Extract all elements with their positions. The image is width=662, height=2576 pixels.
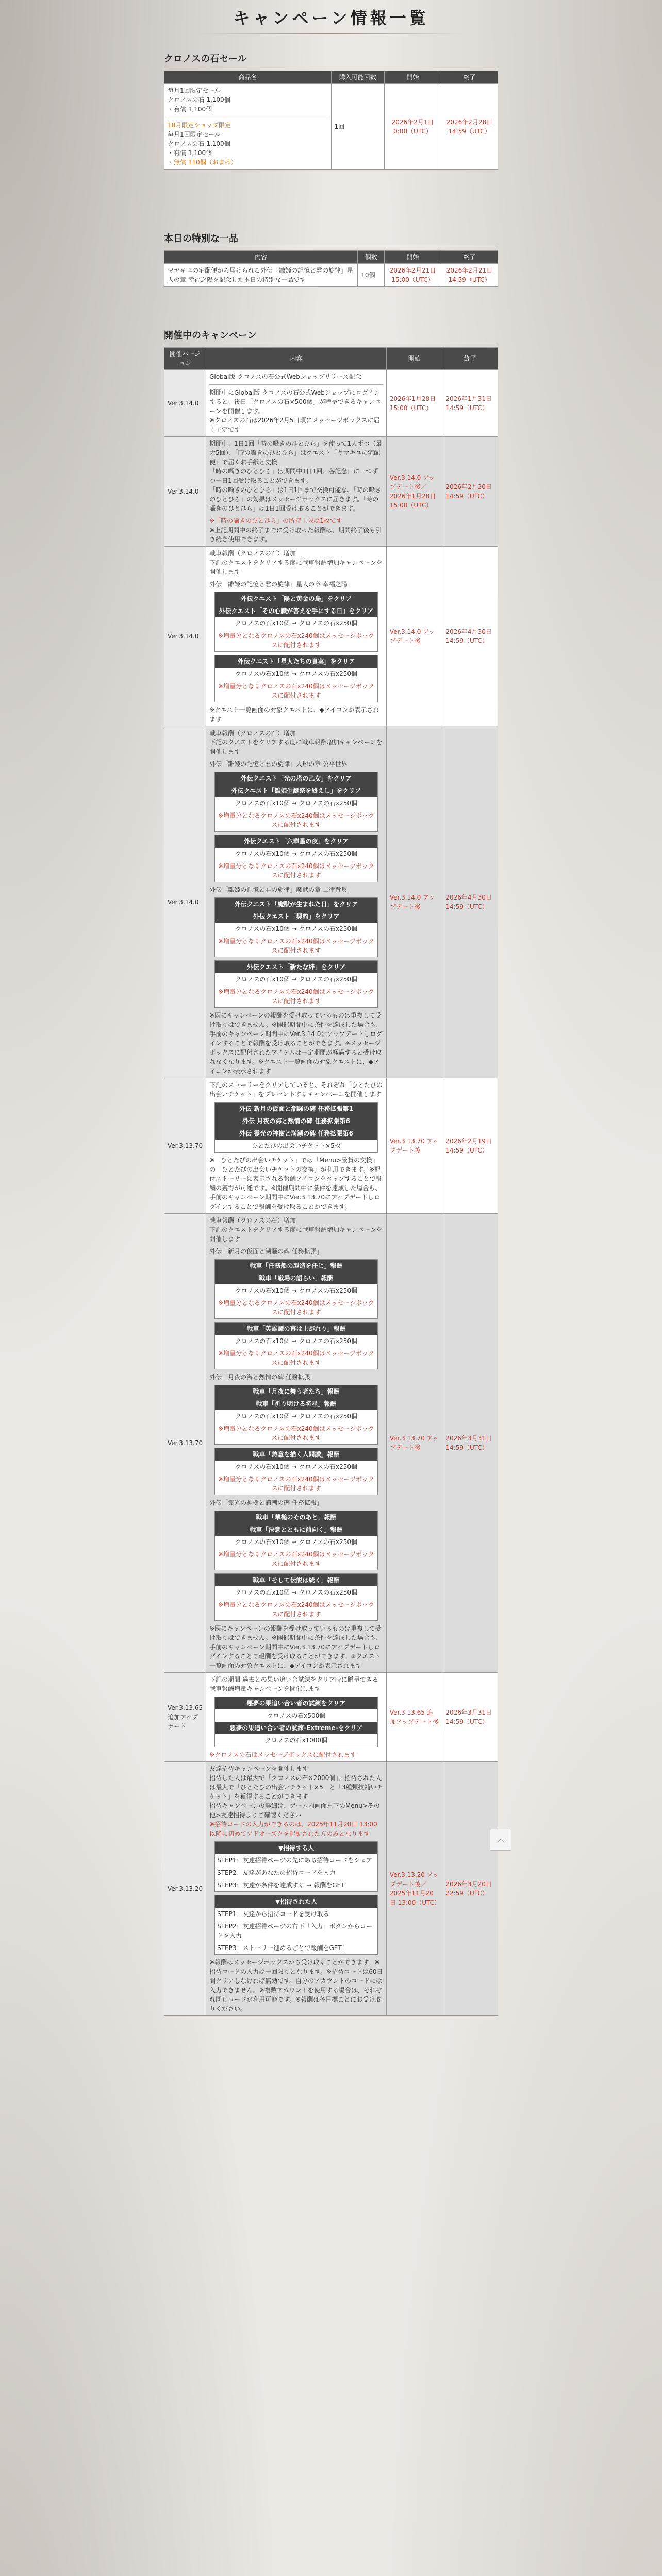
- campaign-row: [164, 437, 498, 547]
- col-header-start: 開始: [385, 251, 441, 264]
- campaign-end: 2026年4月30日 14:59（UTC）: [442, 726, 498, 1078]
- campaign-version: Ver.3.14.0: [164, 370, 206, 437]
- quest-box: 外伝クエスト「六華星の夜」をクリア クロノスの石x10個 → クロノスの石x250個 ※増量分となるクロノスの石x240個はメッセージボックスに配付されます: [214, 835, 378, 882]
- campaign-table: [164, 347, 498, 2016]
- section-heading-campaigns: 開催中のキャンペーン: [164, 328, 498, 344]
- col-header-qty: 個数: [358, 251, 385, 264]
- campaign-content: 下記の期間 過去との果い追い合試練をクリア時に贈呈できる戦車報酬増量キャンペーンを開催します 悪夢の果追い合い者の試練をクリア クロノスの石x500個 悪夢の果追い合い者の試練-Extreme-をクリア クロノスの石x1000個 ※クロノスの石はメッセージボックスに配付されます: [206, 1673, 387, 1762]
- quest-box: 外伝クエスト「新たな絆」をクリア クロノスの石x10個 → クロノスの石x250個 ※増量分となるクロノスの石x240個はメッセージボックスに配付されます: [214, 960, 378, 1008]
- campaign-start: Ver.3.13.65 追加アップデート後: [386, 1673, 442, 1762]
- campaign-end: 2026年2月19日 14:59（UTC）: [442, 1078, 498, 1214]
- trial-box: 悪夢の果追い合い者の試練をクリア クロノスの石x500個 悪夢の果追い合い者の試練-Extreme-をクリア クロノスの石x1000個: [214, 1697, 378, 1747]
- campaign-version: Ver.3.14.0: [164, 726, 206, 1078]
- campaign-content: 友達招待キャンペーンを開催します 招待した人は最大で「クロノスの石×2000個」、招待された人は最大で「ひとたびの出会いチケット×5」と「3種類技補いチケット」を獲得することができます 招待キャンペーンの詳細は、ゲーム内画面左下のMenu>その他>友達招待よりご確認ください ※招待コードの入力ができるのは、2025年11月20日 13:00以降に初めてアドオーズクを起動された方のみとなります ▼招待する人 STEP1：友達招待ページの先にある招待コードをシェア STEP2：友達があなたの招待コードを入力 STEP3：友達が条件を達成する → 報酬をGET！ ▼招待された人 STEP1：友達から招待コードを受け取る STEP2：友達招待ページの右下「入力」ボタンからコードを入力 STEP3：ストーリー進めるごとで報酬をGET！ ※報酬はメッセージボックスから受け取ることができます。※招待コードの入力は一回限りとなります。※招待コードは60日間クリアしなければ無効です。自分のアカウントのコードには入力できません。※複数アカウントを使用する場合は、それぞれ同じコードが利用可能です。※報酬は各目標ごとにお受け取りください。: [206, 1762, 387, 2016]
- campaign-version: Ver.3.13.70: [164, 1214, 206, 1673]
- product-1: 毎月1回限定セール クロノスの石 1,100個 ・有償 1,100個: [168, 87, 230, 113]
- campaign-row: [164, 1673, 498, 1762]
- col-header-end: 終了: [441, 251, 498, 264]
- campaign-row: [164, 1762, 498, 2016]
- col-header-end: 終了: [441, 71, 498, 84]
- quest-box: 戦車「華槌のそのあと」報酬 戦車「決意とともに前向く」報酬 クロノスの石x10個 → クロノスの石x250個 ※増量分となるクロノスの石x240個はメッセージボックスに配付されます: [214, 1511, 378, 1570]
- campaign-row: [164, 1078, 498, 1214]
- special-item-qty: 10個: [358, 264, 385, 287]
- col-header-count: 購入可能回数: [331, 71, 385, 84]
- product-2: 10月限定ショップ限定 毎月1回限定セール クロノスの石 1,100個 ・有償 1,100個 ・無償 110個（おまけ）: [168, 122, 237, 166]
- main-content: [164, 52, 498, 2016]
- campaign-content: 戦車報酬（クロノスの石）増加 下記のクエストをクリアする度に戦車報酬増加キャンペーンを開催します 外伝「雛姫の記憶と君の旋律」人形の章 公平世界 外伝クエスト「光の塔の乙女」をクリア 外伝クエスト「雛姫生誕祭を終えし」をクリア クロノスの石x10個 → クロノスの石x250個 ※増量分となるクロノスの石x240個はメッセージボックスに配付されます 外伝クエスト「六華星の夜」をクリア クロノスの石x10個 → クロノスの石x250個 ※増量分となるクロノスの石x240個はメッセージボックスに配付されます 外伝「雛姫の記憶と君の旋律」魔獣の章 二律背反 外伝クエスト「魔獣が生まれた日」をクリア 外伝クエスト「契約」をクリア クロノスの石x10個 → クロノスの石x250個 ※増量分となるクロノスの石x240個はメッセージボックスに配付されます 外伝クエスト「新たな絆」をクリア クロノスの石x10個 → クロノスの石x250個 ※増量分となるクロノスの石x240個はメッセージボックスに配付されます ※既にキャンペーンの報酬を受け取っているものは重複して受け取りはできません。※開催期間中に条件を達成した場合も、手前のキャンペーン期間中にVer.3.14.0にアップデートしログインすることで報酬を受け取ることができます。※メッセージボックスに配付されたアイテムは一定期間が経過すると受け取れなくなります。※クエスト一覧画面の対象クエストに、◆アイコンが表示されます: [206, 726, 387, 1078]
- invite-box: ▼招待する人 STEP1：友達招待ページの先にある招待コードをシェア STEP2：友達があなたの招待コードを入力 STEP3：友達が条件を達成する → 報酬をGET！: [214, 1841, 378, 1892]
- quest-box: 戦車「任務船の製造を任じ」報酬 戦車「戦場の語らい」報酬 クロノスの石x10個 → クロノスの石x250個 ※増量分となるクロノスの石x240個はメッセージボックスに配付されます: [214, 1259, 378, 1319]
- special-item-end: 2026年2月21日 14:59（UTC）: [441, 264, 498, 287]
- campaign-content: 期間中、1日1回「時の囁きのひとひら」を使って1人ずつ（最大5回）、「時の囁きのひとひら」はクエスト「ヤマキユの宅配便」で届くお手紙と交換 「時の囁きのひとひら」は期間中1日1回、各記念日に一つずつ一日1回受け取ることができます。 「時の囁きのひとひら」は1日1回まで交換可能な、「時の囁きのひとひら」の効果はメッセージボックスに届きます。「時の囁きのひとひら」は1日1回受け取ることができます。 ※「時の囁きのひとひら」の所持上限は1枚です ※上記期間中の終了までに受け取った報酬は、期間終了後も引き続き使用できます。: [206, 437, 387, 547]
- col-header-start: 開始: [386, 348, 442, 370]
- campaign-start: Ver.3.14.0 アップデート後: [386, 547, 442, 726]
- product-cell: [164, 84, 332, 170]
- campaign-row: [164, 726, 498, 1078]
- sale-end: 2026年2月28日 14:59（UTC）: [441, 84, 498, 170]
- chevron-up-icon: ︿: [496, 1834, 505, 1844]
- campaign-row: [164, 370, 498, 437]
- quest-box: 戦車「熱意を描く人間讃」報酬 クロノスの石x10個 → クロノスの石x250個 ※増量分となるクロノスの石x240個はメッセージボックスに配付されます: [214, 1448, 378, 1495]
- campaign-row: [164, 1214, 498, 1673]
- campaign-content: Global版 クロノスの石公式Webショップリリース記念 期間中にGlobal版 クロノスの石公式Webショップにログインすると、後日「クロノスの石×500個」が贈呈できるキャンペーンを開催します。 ※クロノスの石は2026年2月5日頃にメッセージボックスに届く予定です: [206, 370, 387, 437]
- special-item-content: マヤキユの宅配便から届けられる外伝「雛姫の記憶と君の旋律」星人の章 幸福之陽を記念した本日の特別な一品です: [164, 264, 358, 287]
- quest-box: 戦車「月夜に舞う者たち」報酬 戦車「祈り明ける将星」報酬 クロノスの石x10個 → クロノスの石x250個 ※増量分となるクロノスの石x240個はメッセージボックスに配付されます: [214, 1385, 378, 1445]
- quest-box: 戦車「英雄譚の幕は上がれり」報酬 クロノスの石x10個 → クロノスの石x250個 ※増量分となるクロノスの石x240個はメッセージボックスに配付されます: [214, 1322, 378, 1369]
- campaign-end: 2026年3月31日 14:59（UTC）: [442, 1673, 498, 1762]
- campaign-end: 2026年3月20日 22:59（UTC）: [442, 1762, 498, 2016]
- campaign-end: 2026年4月30日 14:59（UTC）: [442, 547, 498, 726]
- col-header-start: 開始: [385, 71, 441, 84]
- invitee-box: ▼招待された人 STEP1：友達から招待コードを受け取る STEP2：友達招待ページの右下「入力」ボタンからコードを入力 STEP3：ストーリー進めるごとで報酬をGET！: [214, 1895, 378, 1955]
- section-heading-special-item: 本日の特別な一品: [164, 231, 498, 247]
- special-item-table: [164, 250, 498, 287]
- page-title: キャンペーン情報一覧: [233, 8, 429, 28]
- campaign-start: Ver.3.13.70 アップデート後: [386, 1214, 442, 1673]
- campaign-end: 2026年1月31日 14:59（UTC）: [442, 370, 498, 437]
- campaign-content: 下記のストーリーをクリアしていると、それぞれ「ひとたびの出会いチケット」をプレゼントするキャンペーンを開催します 外伝 新月の仮面と潮騒の碑 任務拡張第1 外伝 月夜の海と熱情の碑 任務拡張第6 外伝 霊光の神樹と満潮の碑 任務拡張第6 ひとたびの出会いチケット×5枚 ※「ひとたびの出会いチケット」では「Menu>景貨の交換」の「ひとたびの出会いチケットの交換」が利用できます。※配付ストーリーに表示される報酬アイコンをタップすることで報酬の獲得が可能です。※開催期間中に条件を達成した場合も、手前のキャンペーン期間中にVer.3.13.70にアップデートしログインすることで報酬を受け取ることができます。: [206, 1078, 387, 1214]
- quest-box: 戦車「そして伝説は続く」報酬 クロノスの石x10個 → クロノスの石x250個 ※増量分となるクロノスの石x240個はメッセージボックスに配付されます: [214, 1573, 378, 1621]
- quest-box: 外伝クエスト「星人たちの真実」をクリア クロノスの石x10個 → クロノスの石x250個 ※増量分となるクロノスの石x240個はメッセージボックスに配付されます: [214, 655, 378, 702]
- quest-box: 外伝クエスト「魔獣が生まれた日」をクリア 外伝クエスト「契約」をクリア クロノスの石x10個 → クロノスの石x250個 ※増量分となるクロノスの石x240個はメッセージボックスに配付されます: [214, 897, 378, 957]
- col-header-content: 内容: [206, 348, 387, 370]
- campaign-start: Ver.3.14.0 アップデート後: [386, 726, 442, 1078]
- purchase-count: 1回: [331, 84, 385, 170]
- col-header-content: 内容: [164, 251, 358, 264]
- col-header-end: 終了: [442, 348, 498, 370]
- campaign-row: [164, 547, 498, 726]
- campaign-end: 2026年2月20日 14:59（UTC）: [442, 437, 498, 547]
- page-header: [0, 5, 662, 34]
- col-header-product: 商品名: [164, 71, 332, 84]
- sale-start: 2026年2月1日 0:00（UTC）: [385, 84, 441, 170]
- campaign-content: 戦車報酬（クロノスの石）増加 下記のクエストをクリアする度に戦車報酬増加キャンペーンを開催します 外伝「雛姫の記憶と君の旋律」星人の章 幸福之陽 外伝クエスト「陽と黄金の島」をクリア 外伝クエスト「その心臓が答えを手にする日」をクリア クロノスの石x10個 → クロノスの石x250個 ※増量分となるクロノスの石x240個はメッセージボックスに配付されます 外伝クエスト「星人たちの真実」をクリア クロノスの石x10個 → クロノスの石x250個 ※増量分となるクロノスの石x240個はメッセージボックスに配付されます ※クエスト一覧画面の対象クエストに、◆アイコンが表示されます: [206, 547, 387, 726]
- col-header-version: 開催バージョン: [164, 348, 206, 370]
- campaign-start: Ver.3.13.20 アップデート後／2025年11月20日 13:00（UTC）: [386, 1762, 442, 2016]
- story-box: 外伝 新月の仮面と潮騒の碑 任務拡張第1 外伝 月夜の海と熱情の碑 任務拡張第6 外伝 霊光の神樹と満潮の碑 任務拡張第6 ひとたびの出会いチケット×5枚: [214, 1102, 378, 1153]
- campaign-start: Ver.3.13.70 アップデート後: [386, 1078, 442, 1214]
- campaign-start: 2026年1月28日 15:00（UTC）: [386, 370, 442, 437]
- campaign-version: Ver.3.13.70: [164, 1078, 206, 1214]
- campaign-version: Ver.3.14.0: [164, 437, 206, 547]
- campaign-version: Ver.3.14.0: [164, 547, 206, 726]
- campaign-version: Ver.3.13.65 追加アップデート: [164, 1673, 206, 1762]
- special-item-start: 2026年2月21日 15:00（UTC）: [385, 264, 441, 287]
- title-divider: [197, 33, 465, 34]
- scroll-to-top-button[interactable]: [490, 1829, 511, 1851]
- stone-sale-table: [164, 71, 498, 170]
- quest-box: 外伝クエスト「光の塔の乙女」をクリア 外伝クエスト「雛姫生誕祭を終えし」をクリア クロノスの石x10個 → クロノスの石x250個 ※増量分となるクロノスの石x240個はメッセージボックスに配付されます: [214, 772, 378, 832]
- quest-box: 外伝クエスト「陽と黄金の島」をクリア 外伝クエスト「その心臓が答えを手にする日」をクリア クロノスの石x10個 → クロノスの石x250個 ※増量分となるクロノスの石x240個はメッセージボックスに配付されます: [214, 592, 378, 652]
- campaign-version: Ver.3.13.20: [164, 1762, 206, 2016]
- section-heading-stone-sale: クロノスの石セール: [164, 52, 498, 67]
- campaign-content: 戦車報酬（クロノスの石）増加 下記のクエストをクリアする度に戦車報酬増加キャンペーンを開催します 外伝「新月の仮面と潮騒の碑 任務拡張」 戦車「任務船の製造を任じ」報酬 戦車「戦場の語らい」報酬 クロノスの石x10個 → クロノスの石x250個 ※増量分となるクロノスの石x240個はメッセージボックスに配付されます 戦車「英雄譚の幕は上がれり」報酬 クロノスの石x10個 → クロノスの石x250個 ※増量分となるクロノスの石x240個はメッセージボックスに配付されます 外伝「月夜の海と熱情の碑 任務拡張」 戦車「月夜に舞う者たち」報酬 戦車「祈り明ける将星」報酬 クロノスの石x10個 → クロノスの石x250個 ※増量分となるクロノスの石x240個はメッセージボックスに配付されます 戦車「熱意を描く人間讃」報酬 クロノスの石x10個 → クロノスの石x250個 ※増量分となるクロノスの石x240個はメッセージボックスに配付されます 外伝「霊光の神樹と満潮の碑 任務拡張」 戦車「華槌のそのあと」報酬 戦車「決意とともに前向く」報酬 クロノスの石x10個 → クロノスの石x250個 ※増量分となるクロノスの石x240個はメッセージボックスに配付されます 戦車「そして伝説は続く」報酬 クロノスの石x10個 → クロノスの石x250個 ※増量分となるクロノスの石x240個はメッセージボックスに配付されます ※既にキャンペーンの報酬を受け取っているものは重複して受け取りはできません。※開催期間中に条件を達成した場合も、手前のキャンペーン期間中にVer.3.13.70にアップデートしログインすることで報酬を受け取ることができます。※クエスト一覧画面の対象クエストに、◆アイコンが表示されます: [206, 1214, 387, 1673]
- campaign-start: Ver.3.14.0 アップデート後／2026年1月28日 15:00（UTC）: [386, 437, 442, 547]
- campaign-end: 2026年3月31日 14:59（UTC）: [442, 1214, 498, 1673]
